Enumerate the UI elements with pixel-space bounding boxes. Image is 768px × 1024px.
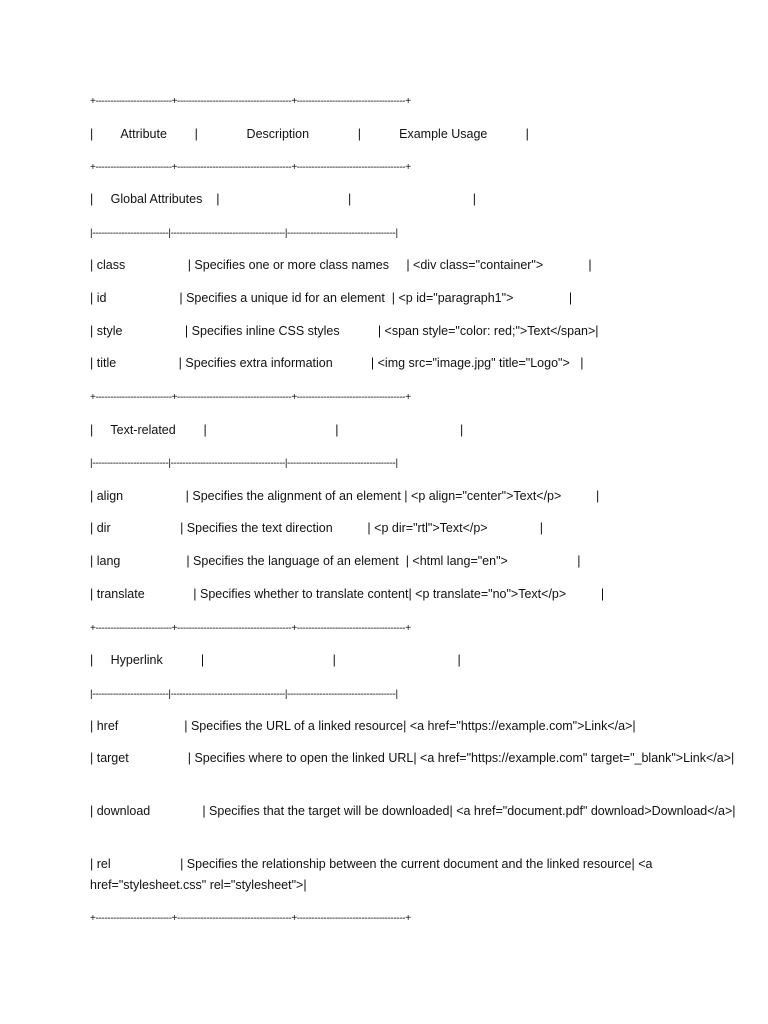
table-border-section: +--------------------------+---------------------------------------+-------------------------------------+ — [90, 623, 411, 634]
section-divider-text: |--------------------------|---------------------------------------|-------------------------------------| — [90, 458, 398, 469]
table-border-top: +--------------------------+---------------------------------------+-------------------------------------+ — [90, 96, 411, 107]
section-heading-text-related: | Text-related | | | — [90, 423, 464, 437]
table-row-target: | target | Specifies where to open the linked URL| <a href="https://example.com" target="_blank">Link</a>| — [90, 751, 735, 765]
section-heading-hyperlink: | Hyperlink | | | — [90, 653, 461, 667]
table-border-bottom: +--------------------------+---------------------------------------+-------------------------------------+ — [90, 913, 411, 924]
table-row-download: | download | Specifies that the target will be downloaded| <a href="document.pdf" download>Download</a>| — [90, 804, 736, 818]
table-row-rel: | rel | Specifies the relationship between the current document and the linked resource| <a href="stylesheet.css" rel="stylesheet">| — [90, 857, 656, 892]
table-row-align: | align | Specifies the alignment of an element | <p align="center">Text</p> | — [90, 489, 600, 503]
section-divider-hyperlink: |--------------------------|---------------------------------------|-------------------------------------| — [90, 689, 398, 700]
table-header-row: | Attribute | Description | Example Usage | — [90, 127, 529, 141]
table-row-title: | title | Specifies extra information | <img src="image.jpg" title="Logo"> | — [90, 356, 584, 370]
table-row-dir: | dir | Specifies the text direction | <p dir="rtl">Text</p> | — [90, 521, 543, 535]
section-heading-global: | Global Attributes | | | — [90, 192, 477, 206]
table-row-class: | class | Specifies one or more class names | <div class="container"> | — [90, 258, 592, 272]
table-row-translate: | translate | Specifies whether to translate content| <p translate="no">Text</p> | — [90, 587, 605, 601]
table-row-lang: | lang | Specifies the language of an element | <html lang="en"> | — [90, 554, 581, 568]
table-border-section: +--------------------------+---------------------------------------+-------------------------------------+ — [90, 392, 411, 403]
table-row-style: | style | Specifies inline CSS styles | <span style="color: red;">Text</span>| — [90, 324, 599, 338]
table-border-header: +--------------------------+---------------------------------------+-------------------------------------+ — [90, 162, 411, 173]
table-row-id: | id | Specifies a unique id for an element | <p id="paragraph1"> | — [90, 291, 573, 305]
table-row-href: | href | Specifies the URL of a linked resource| <a href="https://example.com">Link</a>| — [90, 719, 636, 733]
section-divider-global: |--------------------------|---------------------------------------|-------------------------------------| — [90, 228, 398, 239]
